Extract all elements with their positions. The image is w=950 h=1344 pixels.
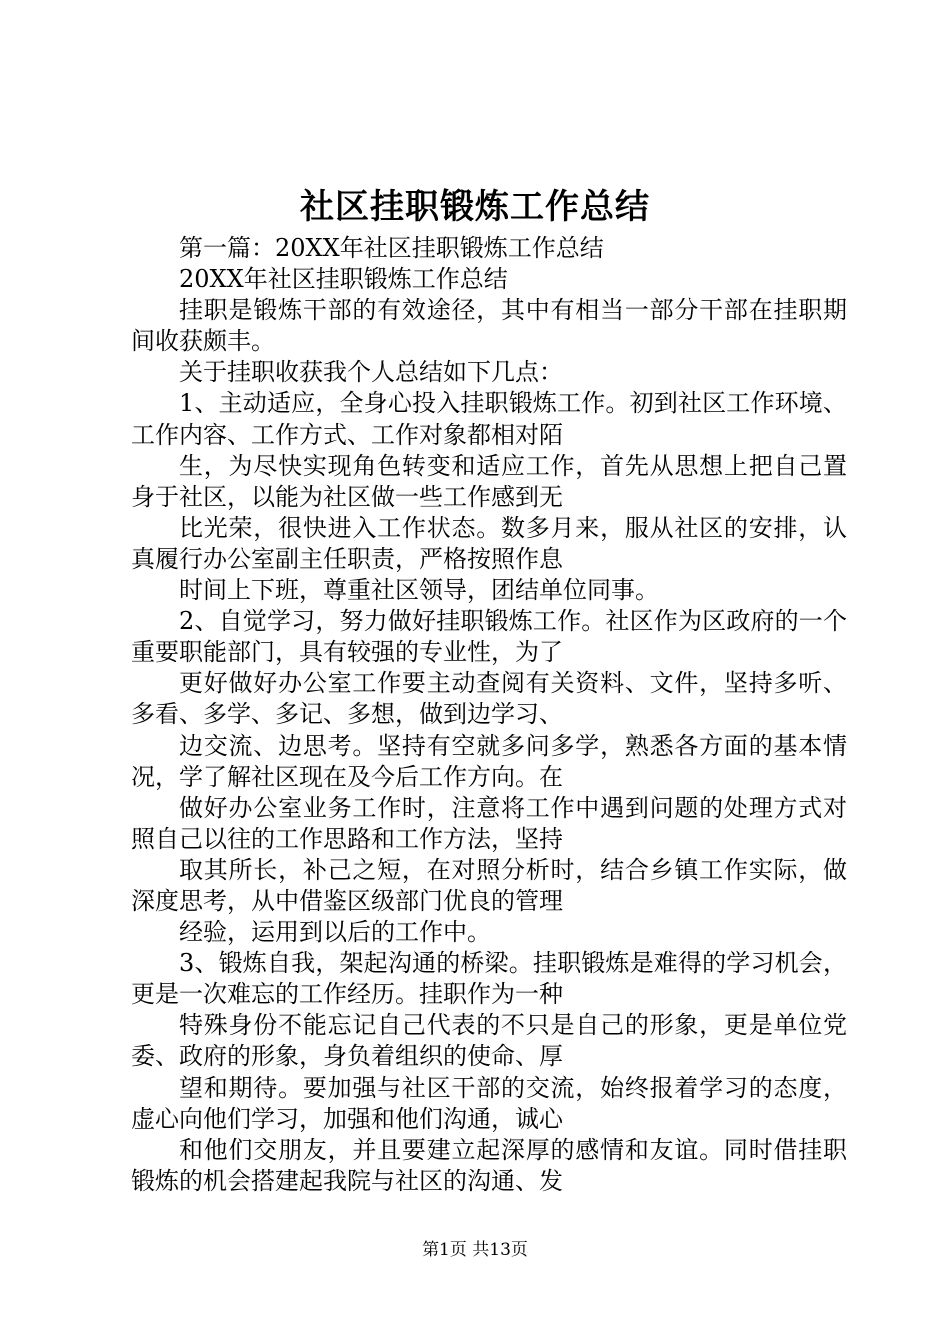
paragraph: 经验，运用到以后的工作中。: [179, 918, 491, 947]
paragraph: 取其所长，补己之短，在对照分析时，结合乡镇工作实际，做深度思考，从中借鉴区级部门优良的管理: [131, 855, 847, 915]
paragraph: 时间上下班，尊重社区领导，团结单位同事。: [179, 576, 659, 605]
paragraph: 第一篇：20XX年社区挂职锻炼工作总结: [179, 234, 604, 262]
paragraph: 挂职是锻炼干部的有效途径，其中有相当一部分干部在挂职期间收获颇丰。: [131, 296, 847, 356]
paragraph: 比光荣，很快进入工作状态。数多月来，服从社区的安排，认真履行办公室副主任职责，严格按照作息: [131, 513, 847, 573]
paragraph: 和他们交朋友，并且要建立起深厚的感情和友谊。同时借挂职锻炼的机会搭建起我院与社区的沟通、发: [131, 1135, 847, 1195]
document-body: [131, 233, 847, 1197]
paragraph: 边交流、边思考。坚持有空就多问多学，熟悉各方面的基本情况，学了解社区现在及今后工作方向。在: [131, 731, 847, 791]
paragraph: 做好办公室业务工作时，注意将工作中遇到问题的处理方式对照自己以往的工作思路和工作方法，坚持: [131, 793, 847, 853]
paragraph: 生，为尽快实现角色转变和适应工作，首先从思想上把自己置身于社区，以能为社区做一些工作感到无: [131, 451, 847, 511]
page-number: 第1页 共13页: [422, 1240, 528, 1260]
paragraph: 1、主动适应，全身心投入挂职锻炼工作。初到社区工作环境、工作内容、工作方式、工作对象都相对陌: [131, 389, 847, 449]
paragraph: 2、自觉学习，努力做好挂职锻炼工作。社区作为区政府的一个重要职能部门，具有较强的专业性，为了: [131, 607, 847, 667]
paragraph: 望和期待。要加强与社区干部的交流，始终报着学习的态度，虚心向他们学习，加强和他们沟通，诚心: [131, 1073, 847, 1133]
paragraph: 3、锻炼自我，架起沟通的桥梁。挂职锻炼是难得的学习机会，更是一次难忘的工作经历。挂职作为一种: [131, 949, 847, 1009]
paragraph: 关于挂职收获我个人总结如下几点：: [179, 358, 563, 387]
paragraph: 更好做好办公室工作要主动查阅有关资料、文件，坚持多听、多看、多学、多记、多想，做到边学习、: [131, 669, 847, 729]
paragraph: 特殊身份不能忘记自己代表的不只是自己的形象，更是单位党委、政府的形象，身负着组织的使命、厚: [131, 1011, 847, 1071]
paragraph: 20XX年社区挂职锻炼工作总结: [179, 265, 508, 294]
document-title: 社区挂职锻炼工作总结: [300, 187, 650, 227]
